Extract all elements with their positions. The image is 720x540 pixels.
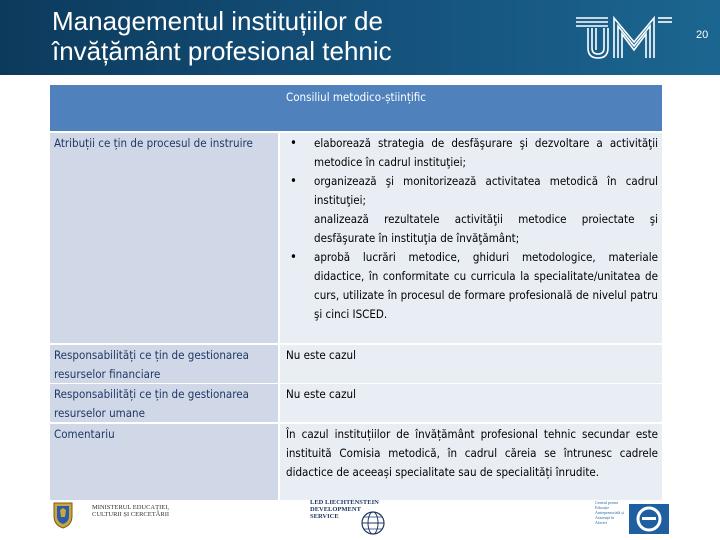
centre-label: Centrul pentru Educație Antreprenorială și Asistență în Afaceri xyxy=(595,500,624,525)
title-line-2: învățământ profesional tehnic xyxy=(52,36,392,66)
row-label-umane: Responsabilități ce țin de gestionarea resurselor umane xyxy=(50,384,278,422)
list-item: • aprobă lucrări metodice, ghiduri metodologice, materiale didactice, în conformitate cu curricula la specialitate/unitatea de curs, utilizate în procesul de formare profesională de nivelul patru şi cinci ISCED. xyxy=(286,248,658,324)
title-line-1: Managementul instituțiilor de xyxy=(52,6,383,36)
ceda-logo-icon xyxy=(628,503,670,535)
row-value-instruire xyxy=(280,133,662,343)
ministry-label: MINISTERUL EDUCAȚIEI, CULTURII ȘI CERCETĂRII xyxy=(92,504,170,518)
list-item: • elaborează strategia de desfăşurare şi dezvoltare a activităţii metodice în cadrul instituţiei; xyxy=(286,134,658,172)
footer-logos xyxy=(0,498,720,540)
list-item: • organizează şi monitorizează activitatea metodică în cadrul instituţiei; xyxy=(286,172,658,210)
page-title xyxy=(52,6,522,66)
page-number: 20 xyxy=(696,29,709,41)
list-item: analizează rezultatele activităţii metodice proiectate şi desfăşurate în instituţia de învăţământ; xyxy=(314,212,658,245)
globe-icon xyxy=(360,510,386,536)
row-value-umane: Nu este cazul xyxy=(280,384,662,422)
utm-logo-icon xyxy=(574,12,674,62)
lds-label: LED LIECHTENSTEIN DEVELOPMENT SERVICE xyxy=(310,499,379,520)
coat-of-arms-icon xyxy=(52,500,74,530)
table-header: Consiliul metodico-științific xyxy=(50,85,662,131)
header-bar xyxy=(0,0,720,75)
bullet-list xyxy=(286,134,658,324)
row-label-instruire: Atribuții ce țin de procesul de instruire xyxy=(50,133,278,343)
row-label-financiare: Responsabilități ce țin de gestionarea resurselor financiare xyxy=(50,345,278,383)
row-label-comentariu: Comentariu xyxy=(50,424,278,500)
row-value-comentariu: În cazul instituțiilor de învățământ profesional tehnic secundar este instituită Comisia metodică, în cadrul căreia se întrunesc cadrele didactice de aceeași specialitate sau de specialități înrudite. xyxy=(280,424,662,500)
info-table xyxy=(50,85,662,500)
row-value-financiare: Nu este cazul xyxy=(280,345,662,383)
